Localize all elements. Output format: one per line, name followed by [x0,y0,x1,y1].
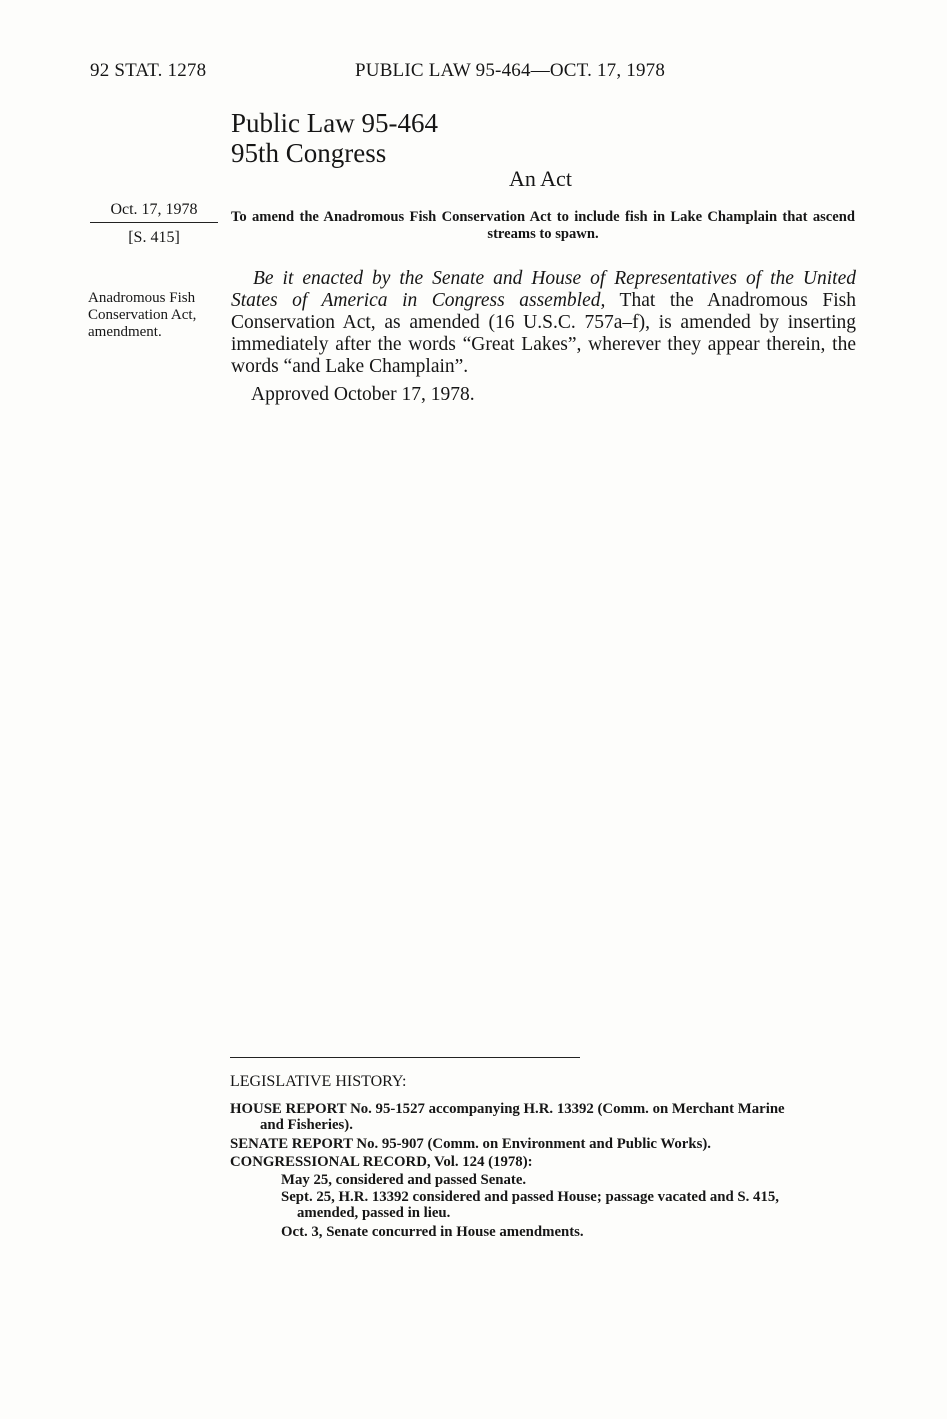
enacting-clause: Be it enacted by the Senate and House of Representatives of the United States of America in Congress assembled, [231,268,856,311]
house-report-entry [230,1101,858,1133]
public-law-number: Public Law 95-464 [231,108,438,138]
legislative-history-title: LEGISLATIVE HISTORY: [230,1073,407,1090]
house-report-line: and Fisheries). [260,1117,353,1133]
margin-subject-note [88,290,223,341]
running-head-title: PUBLIC LAW 95-464—OCT. 17, 1978 [355,60,666,81]
record-action-oct3: Oct. 3, Senate concurred in House amendments. [281,1224,584,1240]
margin-subject-line: Conservation Act, [88,307,197,323]
margin-bill-number: [S. 415] [128,229,180,246]
record-action-line: Sept. 25, H.R. 13392 considered and passed House; passage vacated and S. 415, [281,1189,779,1205]
act-body [231,268,856,378]
record-action-sept25 [281,1189,857,1221]
margin-subject-line: Anadromous Fish [88,290,196,306]
congressional-record-entry: CONGRESSIONAL RECORD, Vol. 124 (1978): [230,1154,533,1170]
approval-date: Approved October 17, 1978. [251,384,475,405]
margin-subject-line: amendment. [88,324,162,340]
house-report-line: HOUSE REPORT No. 95-1527 accompanying H.R. 13392 (Comm. on Merchant Marine [230,1101,785,1117]
act-heading: An Act [509,166,572,191]
record-action-may25: May 25, considered and passed Senate. [281,1172,527,1188]
margin-date: Oct. 17, 1978 [90,201,218,223]
record-action-line: amended, passed in lieu. [297,1205,451,1221]
act-body-text: That the Anadromous Fish Conservation Act, as amended (16 U.S.C. 757a–f), is amended by inserting immediately after the words “Great Lakes”, wherever they appear therein, the words “and Lake Champlain”. [231,290,856,377]
act-purpose: To amend the Anadromous Fish Conservation Act to include fish in Lake Champlain that ascend streams to spawn. [231,209,855,242]
page-reference: 92 STAT. 1278 [90,60,207,81]
senate-report-entry: SENATE REPORT No. 95-907 (Comm. on Environment and Public Works). [230,1136,711,1152]
congress-number: 95th Congress [231,138,387,168]
history-divider [230,1057,580,1058]
